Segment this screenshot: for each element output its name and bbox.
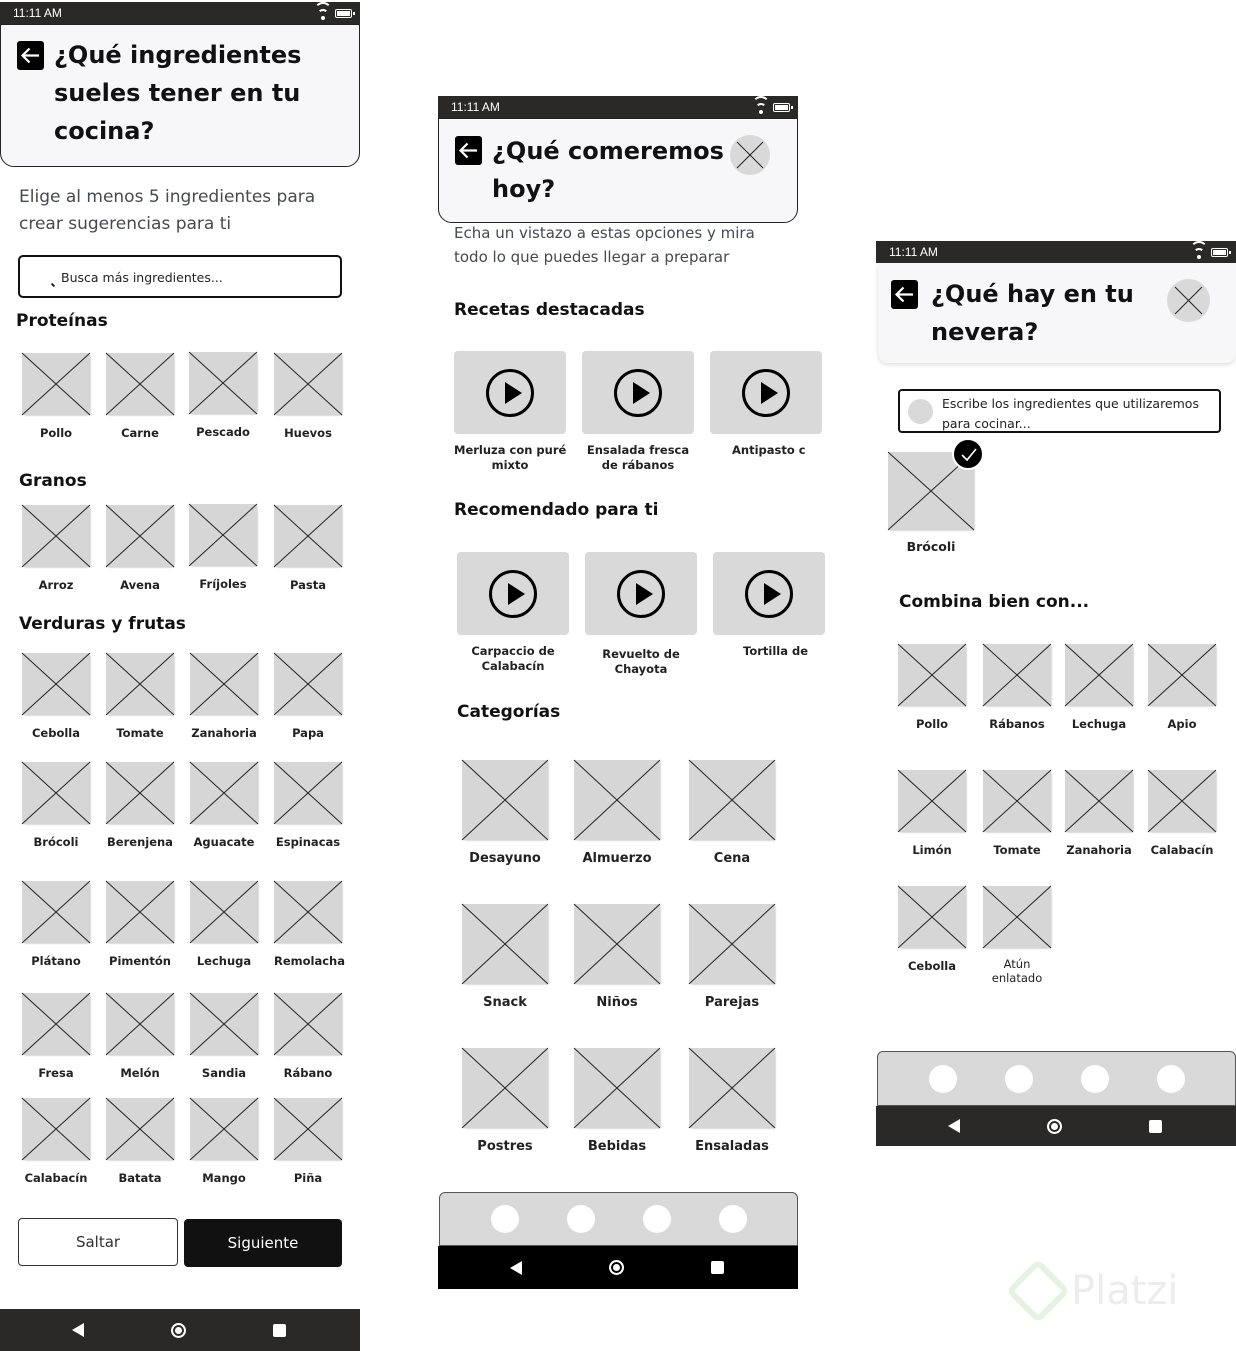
nav-home-icon[interactable] (171, 1323, 186, 1338)
ingredient-label: Calabacín (24, 1171, 88, 1185)
ingredient-tile[interactable] (898, 770, 966, 857)
battery-icon (1211, 248, 1228, 257)
image-placeholder (22, 505, 90, 567)
recipe-title (582, 443, 694, 473)
recipe-card[interactable] (582, 351, 694, 473)
tab-dot[interactable] (643, 1205, 671, 1233)
image-placeholder (22, 353, 90, 415)
recipe-card[interactable] (713, 552, 825, 659)
featured-carousel (438, 96, 806, 496)
image-placeholder (462, 1048, 548, 1128)
ingredient-label: Avena (120, 578, 160, 592)
image-placeholder (106, 762, 174, 824)
search-icon (51, 283, 55, 287)
play-icon[interactable] (489, 570, 537, 618)
section-title-categorias: Categorías (457, 702, 561, 722)
play-icon[interactable] (486, 369, 534, 417)
ingredient-tile[interactable] (1148, 644, 1216, 731)
ingredient-label: Carne (121, 426, 159, 440)
page-subtitle (19, 184, 349, 238)
ingredient-tile[interactable] (106, 1098, 174, 1185)
input-placeholder-line: para cocinar... (942, 416, 1031, 431)
section-title-destacadas: Recetas destacadas (454, 300, 645, 320)
ingredient-label: Plátano (31, 954, 81, 968)
category-tile[interactable] (462, 1048, 548, 1154)
ingredient-label: Brócoli (33, 835, 79, 849)
watermark-text: Platzi (1071, 1268, 1179, 1314)
recipe-title-line: Chayota (614, 662, 668, 676)
page-title (931, 275, 1171, 351)
category-tile[interactable] (462, 904, 548, 1010)
category-tile[interactable] (462, 760, 548, 866)
ingredient-tile[interactable] (106, 653, 174, 740)
ingredient-tile[interactable] (1065, 770, 1133, 857)
recipe-title-line: mixto (491, 458, 529, 472)
ingredient-tile[interactable] (274, 881, 346, 968)
tab-dot[interactable] (719, 1205, 747, 1233)
recommended-carousel (438, 536, 809, 696)
ingredient-tile[interactable] (274, 993, 342, 1080)
title-line: cocina? (54, 117, 155, 145)
ingredient-label: Brócoli (906, 539, 956, 554)
ingredient-label: Pollo (39, 426, 73, 440)
image-placeholder (22, 993, 90, 1055)
ingredient-tile[interactable] (106, 881, 174, 968)
ingredient-label: Aguacate (193, 835, 255, 849)
ingredient-label: Remolacha (274, 954, 346, 968)
nav-home-icon[interactable] (609, 1260, 624, 1275)
screen-que-comeremos (438, 96, 809, 1289)
back-arrow-icon (894, 284, 915, 305)
status-time: 11:11 AM (451, 100, 500, 114)
ingredient-label: Espinacas (275, 835, 341, 849)
recipe-card[interactable] (585, 552, 697, 677)
image-placeholder (106, 1098, 174, 1160)
ingredient-tile[interactable] (22, 1098, 90, 1185)
screen-ingredientes (0, 0, 360, 1351)
ingredient-label: Cebolla (31, 726, 81, 740)
ingredient-label: Zanahoria (1066, 843, 1132, 857)
category-label: Niños (596, 995, 638, 1010)
tab-dot[interactable] (567, 1205, 595, 1233)
recipe-title (457, 644, 569, 674)
ingredient-label: Pimentón (109, 954, 171, 968)
ingredient-tile[interactable] (22, 353, 90, 440)
ingredient-label: Piña (293, 1171, 323, 1185)
category-label: Ensaladas (695, 1139, 769, 1154)
ingredient-label: Fríjoles (199, 577, 247, 591)
ingredient-label: Batata (118, 1171, 162, 1185)
input-avatar-icon (908, 399, 933, 424)
recipe-title-line: de rábanos (601, 458, 675, 472)
ingredient-label: Rábano (283, 1066, 333, 1080)
category-label: Parejas (704, 995, 760, 1010)
image-placeholder (189, 504, 257, 566)
category-label: Bebidas (587, 1139, 647, 1154)
video-thumbnail (710, 351, 822, 434)
android-nav-bar (0, 1309, 360, 1351)
image-placeholder (898, 770, 966, 832)
ingredient-label: Mango (202, 1171, 246, 1185)
ingredient-label (983, 957, 1051, 985)
play-icon[interactable] (742, 369, 790, 417)
section-title-recomendado: Recomendado para ti (454, 500, 659, 520)
image-placeholder (574, 760, 660, 840)
wifi-icon (316, 8, 329, 18)
page-header (878, 263, 1236, 363)
video-thumbnail (585, 552, 697, 635)
ingredient-tile[interactable] (274, 353, 342, 440)
title-line: ¿Qué ingredientes (54, 41, 302, 69)
category-tile[interactable] (574, 760, 660, 866)
section-title-granos: Granos (19, 471, 87, 491)
title-line: ¿Qué hay en tu (931, 280, 1134, 308)
subtitle-line: todo lo que puedes llegar a preparar (454, 248, 730, 266)
ingredient-tile[interactable] (106, 353, 174, 440)
ingredient-label: Limón (912, 843, 952, 857)
page-header (0, 24, 360, 167)
image-placeholder (190, 1098, 258, 1160)
input-placeholder-line: Escribe los ingredientes que utilizaremos (942, 396, 1199, 411)
status-time: 11:11 AM (13, 6, 62, 20)
tab-dot[interactable] (1157, 1065, 1185, 1093)
image-placeholder (983, 644, 1051, 706)
ingredient-tile[interactable] (898, 644, 966, 731)
video-thumbnail (582, 351, 694, 434)
back-arrow-icon (20, 45, 41, 66)
screen-nevera (876, 241, 1236, 1146)
ingredient-label: Tomate (993, 843, 1041, 857)
category-tile[interactable] (574, 1048, 660, 1154)
ingredient-tile[interactable] (106, 993, 174, 1080)
ingredient-tile[interactable] (274, 505, 342, 592)
platzi-logo-icon (1005, 1258, 1070, 1323)
category-label: Desayuno (469, 851, 541, 866)
ingredient-tile[interactable] (22, 993, 90, 1080)
image-placeholder (1065, 770, 1133, 832)
image-placeholder (689, 1048, 775, 1128)
image-placeholder (462, 904, 548, 984)
ingredient-label: Cebolla (907, 959, 957, 973)
recipe-title-line: Merluza con puré (454, 443, 567, 457)
category-tile[interactable] (574, 904, 660, 1010)
image-placeholder (574, 1048, 660, 1128)
section-title-combina: Combina bien con... (899, 592, 1090, 612)
ingredient-tile[interactable] (22, 881, 90, 968)
image-placeholder (106, 505, 174, 567)
ingredient-tile[interactable] (22, 505, 90, 592)
recipe-card[interactable] (454, 351, 566, 473)
ingredient-label: Calabacín (1150, 843, 1214, 857)
ingredient-label: Sandia (201, 1066, 247, 1080)
ingredient-tile[interactable] (190, 881, 258, 968)
recipe-title-line: Ensalada fresca (586, 443, 690, 457)
tab-dot[interactable] (1005, 1065, 1033, 1093)
battery-icon (335, 9, 352, 18)
ingredient-label-line: enlatado (991, 971, 1043, 985)
page-title (54, 36, 354, 150)
image-placeholder (22, 653, 90, 715)
tab-dot[interactable] (929, 1065, 957, 1093)
ingredient-label: Lechuga (1071, 717, 1127, 731)
ingredient-tile[interactable] (190, 1098, 258, 1185)
section-title-verduras: Verduras y frutas (19, 614, 186, 634)
video-thumbnail (457, 552, 569, 635)
play-icon[interactable] (614, 369, 662, 417)
ingredient-label: Huevos (284, 426, 332, 440)
category-tile[interactable] (689, 904, 775, 1010)
play-icon[interactable] (617, 570, 665, 618)
category-label: Postres (477, 1139, 533, 1154)
category-label: Cena (713, 851, 751, 866)
recipe-title-line: Calabacín (481, 659, 545, 673)
category-tile[interactable] (689, 1048, 775, 1154)
ingredient-tile[interactable] (106, 505, 174, 592)
image-placeholder (106, 353, 174, 415)
recipe-title-line: Antipasto c (732, 443, 806, 457)
category-label: Almuerzo (582, 851, 652, 866)
ingredient-tile[interactable] (983, 886, 1051, 985)
tab-dot[interactable] (491, 1205, 519, 1233)
recipe-title-line: Revuelto de (602, 647, 680, 661)
tab-dot[interactable] (1081, 1065, 1109, 1093)
ingredient-label: Pescado (196, 425, 250, 439)
image-placeholder (189, 352, 257, 414)
ingredient-tile[interactable] (22, 653, 90, 740)
image-placeholder (274, 762, 342, 824)
ingredient-tile[interactable] (1148, 770, 1216, 857)
ingredient-input[interactable] (898, 389, 1221, 433)
image-placeholder (106, 653, 174, 715)
ingredient-label: Pasta (290, 578, 326, 592)
recipe-title (710, 443, 822, 458)
nav-back-icon[interactable] (948, 1119, 960, 1133)
status-bar (0, 2, 360, 24)
recipe-title-line: Carpaccio de (471, 644, 555, 658)
video-thumbnail (454, 351, 566, 434)
ingredient-tile[interactable] (898, 886, 966, 973)
android-nav-bar (438, 1246, 798, 1289)
ingredient-tile[interactable] (274, 653, 342, 740)
subtitle-line: crear sugerencias para ti (19, 214, 232, 234)
category-label: Snack (483, 995, 527, 1010)
ingredient-label: Apio (1167, 717, 1197, 731)
image-placeholder (22, 1098, 90, 1160)
title-line: sueles tener en tu (54, 79, 301, 107)
recipe-title (585, 647, 697, 677)
image-placeholder (274, 993, 342, 1055)
recipe-card[interactable] (457, 552, 569, 674)
ingredient-tile[interactable] (274, 762, 342, 849)
skip-button[interactable]: Saltar (18, 1218, 178, 1266)
category-tile[interactable] (689, 760, 775, 866)
image-placeholder (190, 993, 258, 1055)
back-button[interactable] (17, 41, 44, 70)
ingredient-label: Melón (120, 1066, 160, 1080)
ingredient-tile[interactable] (983, 770, 1051, 857)
nav-back-icon[interactable] (510, 1261, 522, 1275)
ingredient-label: Arroz (38, 578, 74, 592)
ingredient-tile[interactable] (983, 644, 1051, 731)
image-placeholder (1065, 644, 1133, 706)
image-placeholder (190, 881, 258, 943)
title-line: ¿Qué comeremos (492, 137, 724, 165)
recipe-title (713, 644, 825, 659)
image-placeholder (274, 505, 342, 567)
title-line: hoy? (492, 175, 556, 203)
check-icon (952, 438, 984, 470)
recipe-card[interactable] (710, 351, 822, 458)
status-time: 11:11 AM (889, 245, 938, 259)
ingredient-label: Zanahoria (191, 726, 257, 740)
image-placeholder (898, 644, 966, 706)
nav-recent-icon[interactable] (1149, 1120, 1162, 1133)
image-placeholder (689, 904, 775, 984)
close-icon (1167, 279, 1210, 322)
wifi-icon (1192, 247, 1205, 257)
image-placeholder (898, 886, 966, 948)
ingredient-tile[interactable] (189, 352, 257, 439)
recipe-title-line: Tortilla de (743, 644, 809, 658)
ingredient-tile[interactable] (106, 762, 174, 849)
subtitle-line: Echa un vistazo a estas opciones y mira (454, 224, 755, 242)
bottom-tab-bar (877, 1051, 1236, 1106)
recipe-title (454, 443, 566, 473)
ingredient-tile[interactable] (274, 1098, 342, 1185)
ingredient-label-line: Atún (1003, 957, 1031, 971)
ingredient-label: Pollo (915, 717, 949, 731)
ingredient-label: Berenjena (107, 835, 173, 849)
nav-back-icon[interactable] (72, 1323, 84, 1337)
play-icon[interactable] (745, 570, 793, 618)
ingredient-tile[interactable] (189, 504, 257, 591)
image-placeholder (274, 881, 342, 943)
back-button[interactable] (891, 280, 918, 309)
ingredient-label: Tomate (116, 726, 164, 740)
bottom-tab-bar (439, 1192, 798, 1246)
ingredient-tile[interactable] (190, 762, 258, 849)
search-input[interactable] (18, 255, 342, 298)
ingredient-tile[interactable] (190, 653, 258, 740)
image-placeholder (983, 886, 1051, 948)
ingredient-label: Fresa (38, 1066, 74, 1080)
image-placeholder (689, 760, 775, 840)
image-placeholder (22, 762, 90, 824)
title-line: nevera? (931, 318, 1039, 346)
input-placeholder (942, 394, 1199, 434)
nav-recent-icon[interactable] (273, 1324, 286, 1337)
image-placeholder (274, 1098, 342, 1160)
android-nav-bar (876, 1106, 1236, 1146)
image-placeholder (1148, 770, 1216, 832)
image-placeholder (22, 881, 90, 943)
ingredient-tile[interactable] (190, 993, 258, 1080)
ingredient-label: Papa (292, 726, 324, 740)
image-placeholder (190, 762, 258, 824)
nav-recent-icon[interactable] (711, 1261, 724, 1274)
close-button[interactable] (1167, 279, 1210, 322)
image-placeholder (106, 993, 174, 1055)
section-title-proteinas: Proteínas (16, 311, 108, 331)
image-placeholder (462, 760, 548, 840)
platzi-watermark (1015, 1268, 1179, 1314)
status-bar (876, 241, 1236, 263)
image-placeholder (983, 770, 1051, 832)
image-placeholder (274, 653, 342, 715)
ingredient-label: Lechuga (196, 954, 252, 968)
image-placeholder (190, 653, 258, 715)
nav-home-icon[interactable] (1047, 1119, 1062, 1134)
search-placeholder: Busca más ingredientes... (61, 270, 223, 285)
next-button[interactable]: Siguiente (184, 1219, 342, 1267)
ingredient-tile[interactable] (1065, 644, 1133, 731)
ingredient-label: Rábanos (989, 717, 1045, 731)
image-placeholder (106, 881, 174, 943)
image-placeholder (1148, 644, 1216, 706)
video-thumbnail (713, 552, 825, 635)
image-placeholder (274, 353, 342, 415)
image-placeholder (574, 904, 660, 984)
subtitle-line: Elige al menos 5 ingredientes para (19, 187, 316, 207)
ingredient-tile[interactable] (22, 762, 90, 849)
